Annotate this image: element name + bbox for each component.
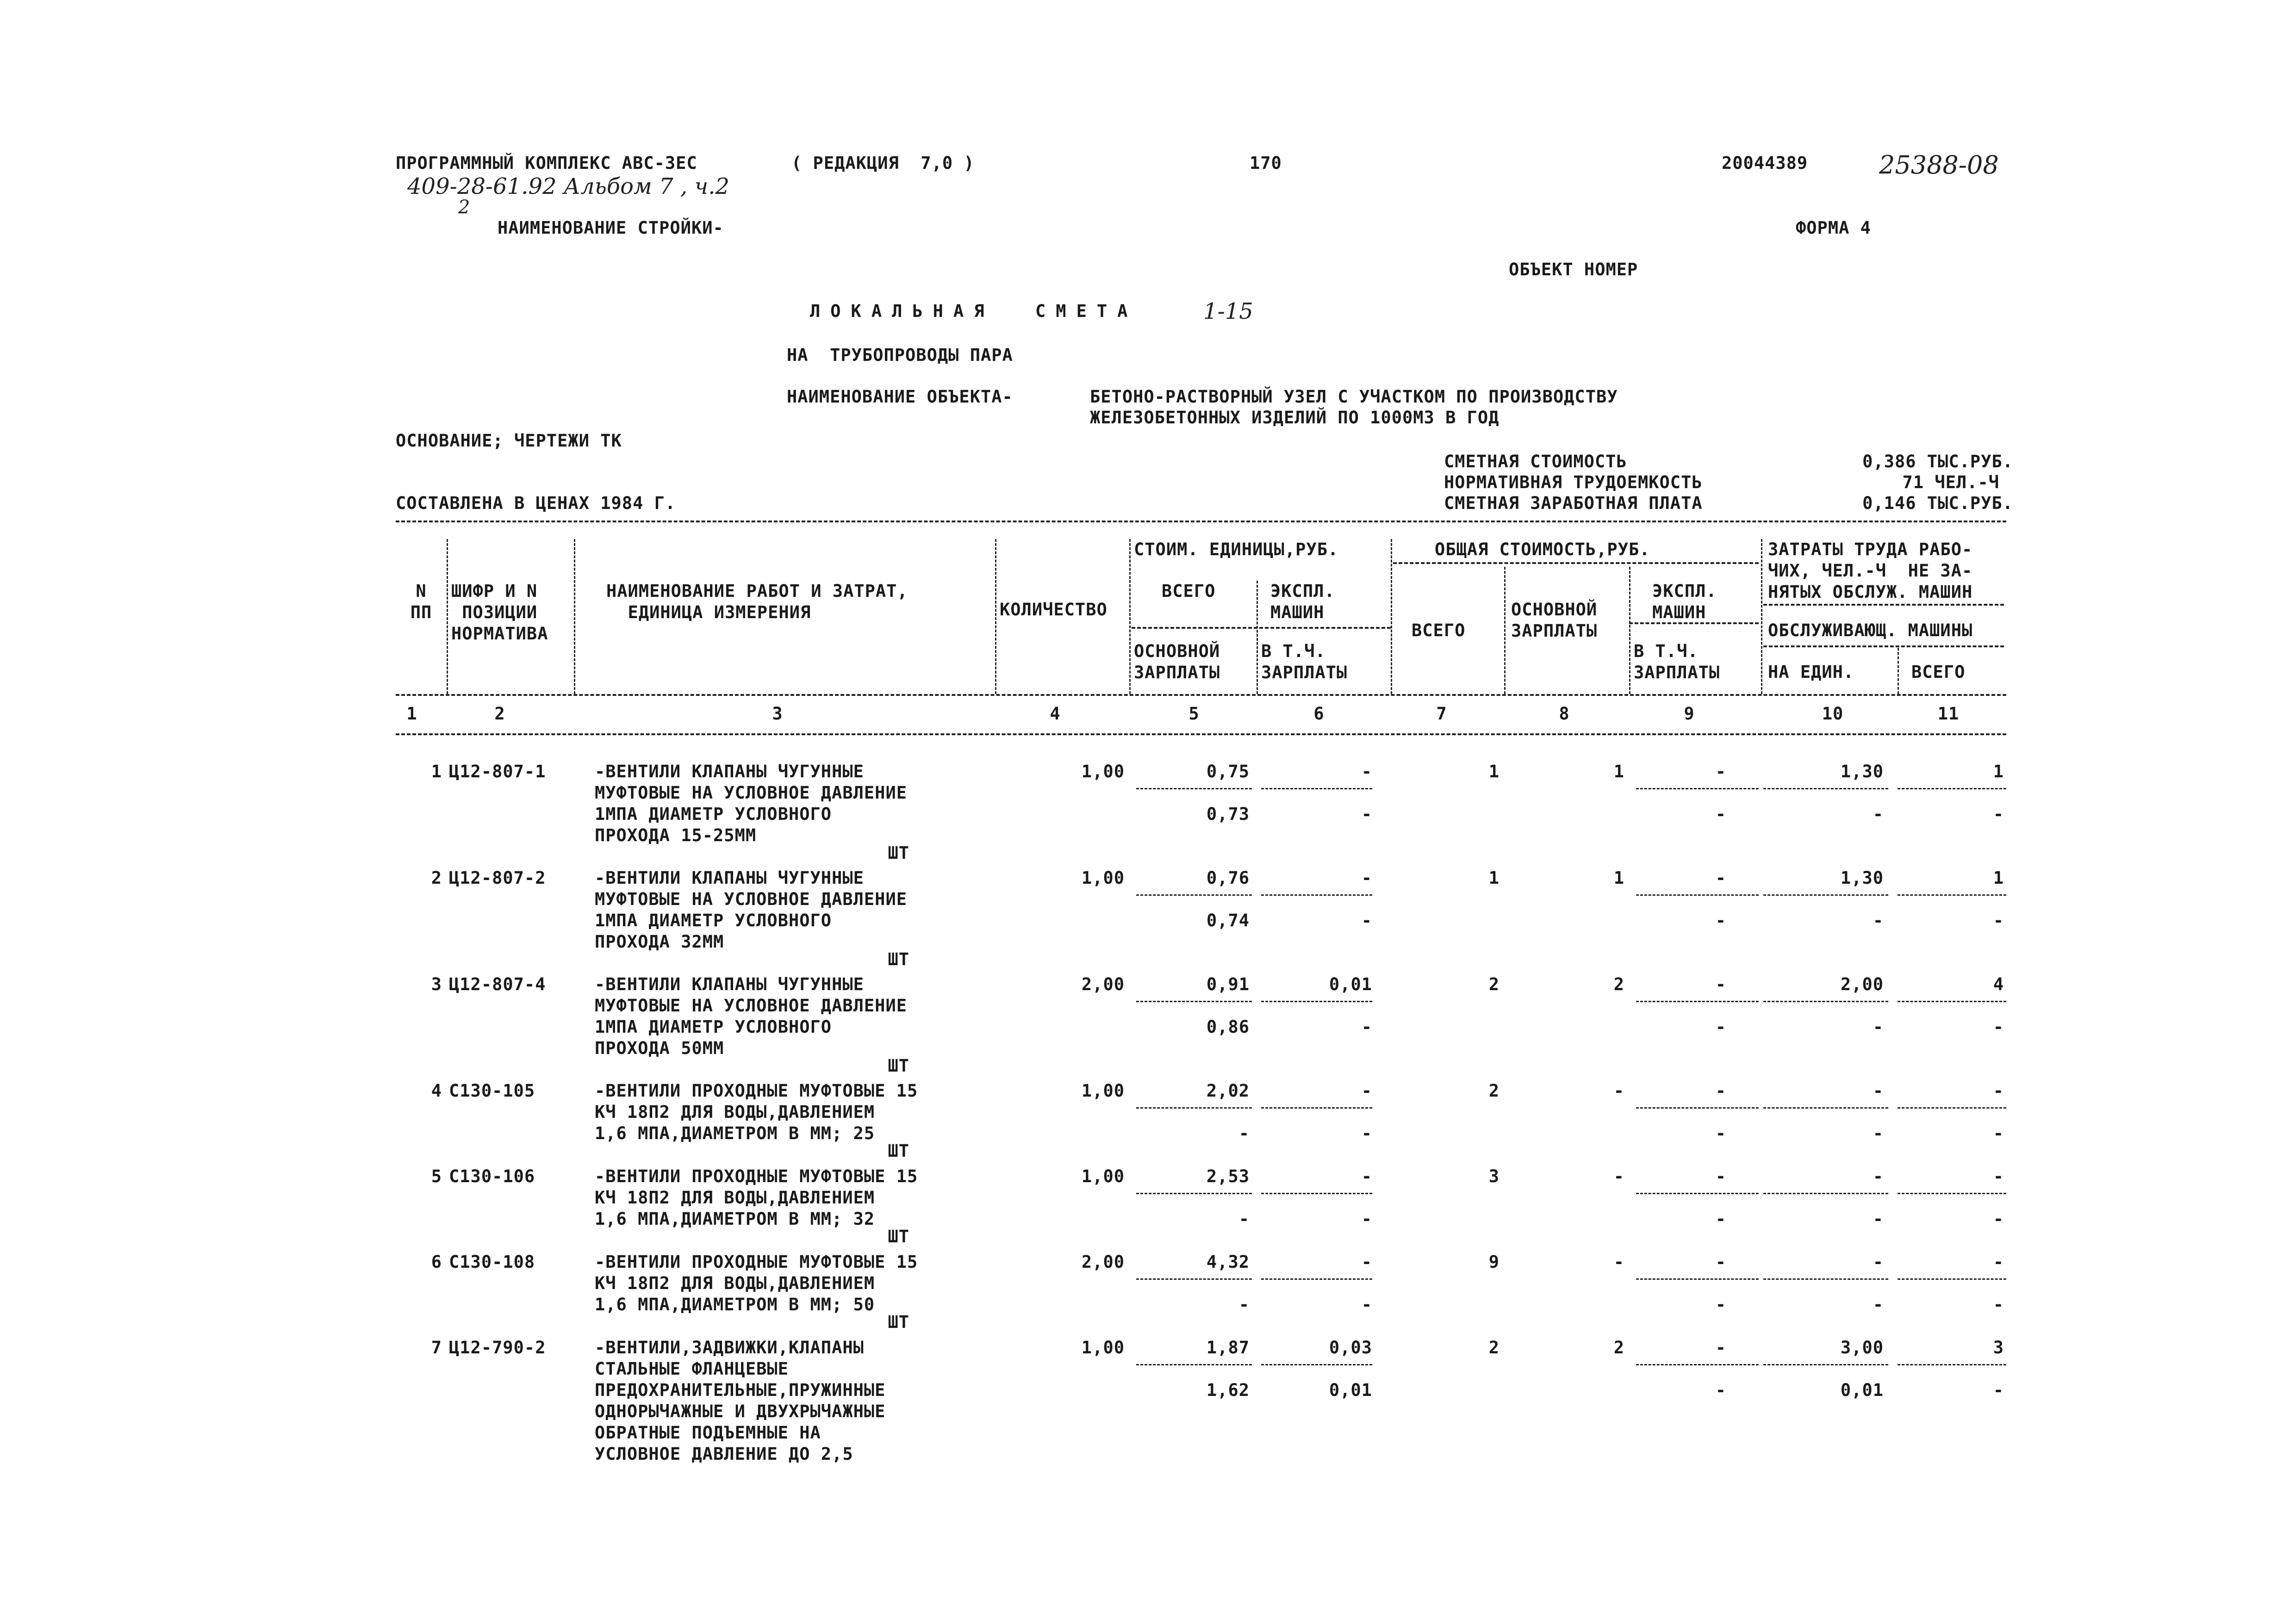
- row-labor-per-unit: 1,30: [1840, 762, 1884, 781]
- row-unit: ШТ: [888, 1312, 909, 1332]
- col-number: 1: [406, 704, 417, 724]
- page-number: 170: [1250, 153, 1282, 173]
- row-unit-base-wage: -: [1238, 1209, 1250, 1229]
- row-code: С130-105: [449, 1081, 535, 1101]
- row-name-line: ПРОХОДА 32ММ: [595, 932, 724, 952]
- col-header-unit-cost: СТОИМ. ЕДИНИЦЫ,РУБ.: [1134, 539, 1339, 559]
- cell-separator-rule: [1136, 788, 1252, 789]
- row-total: 1: [1488, 762, 1500, 781]
- row-name-line: МУФТОВЫЕ НА УСЛОВНОЕ ДАВЛЕНИЕ: [595, 996, 908, 1016]
- summary-label-wage: СМЕТНАЯ ЗАРАБОТНАЯ ПЛАТА: [1444, 493, 1703, 513]
- row-total-base-wage: 1: [1613, 762, 1624, 781]
- row-name-line: -ВЕНТИЛИ ПРОХОДНЫЕ МУФТОВЫЕ 15: [595, 1166, 918, 1186]
- row-unit-cost: 2,02: [1206, 1081, 1250, 1101]
- row-code: Ц12-807-2: [449, 868, 546, 888]
- row-labor-per-unit-service: -: [1873, 1017, 1884, 1037]
- vsep: [1129, 539, 1131, 694]
- row-name-line: ПРОХОДА 15-25ММ: [595, 825, 757, 845]
- col-number: 8: [1559, 704, 1570, 724]
- row-total-incl-wage: -: [1715, 804, 1726, 824]
- vsep: [1761, 539, 1762, 694]
- row-labor-per-unit-service: -: [1873, 1209, 1884, 1229]
- row-labor-total-service: -: [1993, 1017, 2004, 1037]
- row-unit-incl-wage: -: [1361, 1209, 1372, 1229]
- row-labor-per-unit: -: [1873, 1081, 1884, 1101]
- row-unit-machines: 0,03: [1329, 1338, 1372, 1358]
- row-number: 3: [431, 974, 442, 994]
- row-labor-total: -: [1993, 1081, 2004, 1101]
- cell-separator-rule: [1261, 1001, 1372, 1002]
- col-header-labor-per-unit: НА ЕДИН.: [1768, 662, 1854, 682]
- handwritten-number: 25388-08: [1879, 150, 1999, 180]
- col-header-name: НАИМЕНОВАНИЕ РАБОТ И ЗАТРАТ, ЕДИНИЦА ИЗМЕРЕНИЯ: [606, 581, 908, 622]
- row-total-machines: -: [1715, 974, 1726, 994]
- cell-separator-rule: [1136, 1001, 1252, 1002]
- row-unit-machines: -: [1361, 1166, 1372, 1186]
- cell-separator-rule: [1136, 1364, 1252, 1365]
- labor-sub-rule: [1763, 604, 2004, 606]
- vsep: [1504, 567, 1506, 694]
- row-name-line: ПРЕДОХРАНИТЕЛЬНЫЕ,ПРУЖИННЫЕ: [595, 1380, 886, 1400]
- row-total-machines: -: [1715, 762, 1726, 781]
- row-name-line: -ВЕНТИЛИ,ЗАДВИЖКИ,КЛАПАНЫ: [595, 1338, 864, 1358]
- row-unit-cost: 1,87: [1206, 1338, 1250, 1358]
- row-unit-base-wage: -: [1238, 1295, 1250, 1314]
- row-code: Ц12-807-1: [449, 762, 546, 781]
- row-labor-per-unit-service: -: [1873, 1123, 1884, 1143]
- row-total: 2: [1488, 974, 1500, 994]
- cell-separator-rule: [1898, 894, 2006, 896]
- row-quantity: 2,00: [1081, 974, 1125, 994]
- summary-label-cost: СМЕТНАЯ СТОИМОСТЬ: [1444, 452, 1627, 471]
- vsep: [1391, 539, 1392, 694]
- cell-separator-rule: [1763, 1278, 1888, 1280]
- cell-separator-rule: [1636, 1001, 1759, 1002]
- col-header-n: N ПП: [410, 581, 432, 622]
- cell-separator-rule: [1763, 1364, 1888, 1365]
- cell-separator-rule: [1261, 1364, 1372, 1365]
- cell-separator-rule: [1763, 1193, 1888, 1194]
- col-header-total-machines: ЭКСПЛ. МАШИН: [1652, 581, 1717, 622]
- row-quantity: 1,00: [1081, 1081, 1125, 1101]
- basis: ОСНОВАНИЕ; ЧЕРТЕЖИ ТК: [396, 431, 622, 451]
- cell-separator-rule: [1636, 1193, 1759, 1194]
- row-unit: ШТ: [888, 949, 909, 969]
- row-name-line: КЧ 18П2 ДЛЯ ВОДЫ,ДАВЛЕНИЕМ: [595, 1102, 875, 1122]
- vsep: [1257, 581, 1258, 694]
- row-labor-per-unit-service: 0,01: [1840, 1380, 1884, 1400]
- row-total-incl-wage: -: [1715, 1380, 1726, 1400]
- row-unit: ШТ: [888, 1141, 909, 1161]
- row-labor-total-service: -: [1993, 1295, 2004, 1314]
- row-total: 2: [1488, 1338, 1500, 1358]
- row-labor-per-unit: 1,30: [1840, 868, 1884, 888]
- cell-separator-rule: [1898, 788, 2006, 789]
- row-total-base-wage: -: [1613, 1166, 1624, 1186]
- row-labor-per-unit-service: -: [1873, 911, 1884, 930]
- row-number: 6: [431, 1252, 442, 1272]
- row-name-line: СТАЛЬНЫЕ ФЛАНЦЕВЫЕ: [595, 1359, 789, 1379]
- cell-separator-rule: [1261, 894, 1372, 896]
- cell-separator-rule: [1898, 1278, 2006, 1280]
- cell-separator-rule: [1636, 1364, 1759, 1365]
- row-unit-base-wage: 1,62: [1206, 1380, 1250, 1400]
- row-labor-per-unit: -: [1873, 1166, 1884, 1186]
- vsep: [1629, 567, 1630, 694]
- row-unit-cost: 0,76: [1206, 868, 1250, 888]
- row-total-machines: -: [1715, 1338, 1726, 1358]
- row-total-machines: -: [1715, 868, 1726, 888]
- cell-separator-rule: [1636, 894, 1759, 896]
- header-top-rule: [396, 521, 2006, 522]
- row-total-incl-wage: -: [1715, 1295, 1726, 1314]
- summary-value-wage: 0,146 ТЫС.РУБ.: [1862, 493, 2013, 513]
- row-name-line: ПРОХОДА 50ММ: [595, 1038, 724, 1058]
- row-unit-base-wage: 0,73: [1206, 804, 1250, 824]
- row-labor-per-unit: 3,00: [1840, 1338, 1884, 1358]
- col-header-labor-service: ОБСЛУЖИВАЮЩ. МАШИНЫ: [1768, 620, 1973, 640]
- row-total: 3: [1488, 1166, 1500, 1186]
- vsep: [574, 539, 575, 694]
- row-name-line: -ВЕНТИЛИ ПРОХОДНЫЕ МУФТОВЫЕ 15: [595, 1081, 918, 1101]
- row-labor-total: -: [1993, 1252, 2004, 1272]
- row-unit-base-wage: 0,86: [1206, 1017, 1250, 1037]
- row-name-line: 1МПА ДИАМЕТР УСЛОВНОГО: [595, 1017, 832, 1037]
- vsep: [995, 539, 996, 694]
- row-unit-incl-wage: 0,01: [1329, 1380, 1372, 1400]
- row-labor-per-unit: -: [1873, 1252, 1884, 1272]
- col-number: 6: [1313, 704, 1325, 724]
- col-number: 11: [1937, 704, 1960, 724]
- prices-basis: СОСТАВЛЕНА В ЦЕНАХ 1984 Г.: [396, 493, 676, 513]
- row-total-machines: -: [1715, 1252, 1726, 1272]
- row-unit: ШТ: [888, 1056, 909, 1076]
- row-code: С130-106: [449, 1166, 535, 1186]
- edition: ( РЕДАКЦИЯ 7,0 ): [791, 153, 975, 173]
- row-name-line: УСЛОВНОЕ ДАВЛЕНИЕ ДО 2,5: [595, 1444, 853, 1464]
- row-labor-total: -: [1993, 1166, 2004, 1186]
- row-total: 1: [1488, 868, 1500, 888]
- row-unit-machines: -: [1361, 868, 1372, 888]
- col-number: 9: [1684, 704, 1695, 724]
- cell-separator-rule: [1636, 788, 1759, 789]
- cell-separator-rule: [1898, 1001, 2006, 1002]
- row-unit-incl-wage: -: [1361, 911, 1372, 930]
- col-header-total-base-wage: ОСНОВНОЙ ЗАРПЛАТЫ: [1511, 600, 1598, 641]
- handwritten-small: 2: [458, 197, 470, 218]
- row-labor-total-service: -: [1993, 911, 2004, 930]
- cell-separator-rule: [1136, 894, 1252, 896]
- summary-value-labor: 71 ЧЕЛ.-Ч: [1902, 472, 1999, 492]
- row-quantity: 2,00: [1081, 1252, 1125, 1272]
- row-unit-base-wage: -: [1238, 1123, 1250, 1143]
- row-number: 5: [431, 1166, 442, 1186]
- vsep: [1898, 648, 1899, 694]
- cell-separator-rule: [1763, 788, 1888, 789]
- row-code: С130-108: [449, 1252, 535, 1272]
- cell-separator-rule: [1636, 1278, 1759, 1280]
- row-code: Ц12-790-2: [449, 1338, 546, 1358]
- row-labor-total: 1: [1993, 868, 2004, 888]
- row-unit-cost: 2,53: [1206, 1166, 1250, 1186]
- row-name-line: 1,6 МПА,ДИАМЕТРОМ В ММ; 32: [595, 1209, 875, 1229]
- row-labor-total: 3: [1993, 1338, 2004, 1358]
- row-name-line: -ВЕНТИЛИ КЛАПАНЫ ЧУГУННЫЕ: [595, 762, 864, 781]
- cell-separator-rule: [1136, 1278, 1252, 1280]
- col-header-total-incl-wage: В Т.Ч. ЗАРПЛАТЫ: [1634, 641, 1720, 682]
- row-labor-total-service: -: [1993, 804, 2004, 824]
- row-total-base-wage: 2: [1613, 974, 1624, 994]
- vsep: [447, 539, 448, 694]
- summary-value-cost: 0,386 ТЫС.РУБ.: [1862, 452, 2013, 471]
- object-name-label: НАИМЕНОВАНИЕ ОБЪЕКТА-: [787, 387, 1013, 407]
- col-number: 2: [494, 704, 505, 724]
- row-unit-machines: -: [1361, 762, 1372, 781]
- row-unit-incl-wage: -: [1361, 1017, 1372, 1037]
- cell-separator-rule: [1898, 1193, 2006, 1194]
- col-header-code: ШИФР И N ПОЗИЦИИ НОРМАТИВА: [451, 581, 548, 644]
- row-quantity: 1,00: [1081, 1166, 1125, 1186]
- col-header-labor-total: ВСЕГО: [1911, 662, 1966, 682]
- row-number: 2: [431, 868, 442, 888]
- row-name-line: ОДНОРЫЧАЖНЫЕ И ДВУХРЫЧАЖНЫЕ: [595, 1401, 886, 1421]
- cell-separator-rule: [1763, 1107, 1888, 1109]
- col-number: 7: [1436, 704, 1447, 724]
- col-header-unit-base-wage: ОСНОВНОЙ ЗАРПЛАТЫ: [1134, 641, 1220, 682]
- row-quantity: 1,00: [1081, 868, 1125, 888]
- row-number: 4: [431, 1081, 442, 1101]
- cell-separator-rule: [1261, 1107, 1372, 1109]
- cell-separator-rule: [1261, 1278, 1372, 1280]
- row-labor-per-unit-service: -: [1873, 804, 1884, 824]
- cell-separator-rule: [1763, 894, 1888, 896]
- row-total-incl-wage: -: [1715, 1209, 1726, 1229]
- cell-separator-rule: [1898, 1107, 2006, 1109]
- row-total-base-wage: -: [1613, 1081, 1624, 1101]
- object-name-line1: БЕТОНО-РАСТВОРНЫЙ УЗЕЛ С УЧАСТКОМ ПО ПРОИЗВОДСТВУ: [1090, 387, 1618, 407]
- cell-separator-rule: [1136, 1193, 1252, 1194]
- total-group-rule: [1393, 562, 1759, 564]
- row-name-line: ОБРАТНЫЕ ПОДЪЕМНЫЕ НА: [595, 1423, 821, 1443]
- row-name-line: 1,6 МПА,ДИАМЕТРОМ В ММ; 25: [595, 1123, 875, 1143]
- handwritten-album: 409-28-61.92 Альбом 7 , ч.2: [407, 174, 730, 199]
- form-label: ФОРМА 4: [1796, 218, 1871, 238]
- col-header-qty: КОЛИЧЕСТВО: [1000, 600, 1108, 620]
- row-name-line: 1МПА ДИАМЕТР УСЛОВНОГО: [595, 804, 832, 824]
- row-total-machines: -: [1715, 1081, 1726, 1101]
- row-name-line: МУФТОВЫЕ НА УСЛОВНОЕ ДАВЛЕНИЕ: [595, 783, 908, 803]
- program-name: ПРОГРАММНЫЙ КОМПЛЕКС АВС-3ЕС: [396, 153, 697, 173]
- col-number: 4: [1050, 704, 1061, 724]
- row-name-line: -ВЕНТИЛИ ПРОХОДНЫЕ МУФТОВЫЕ 15: [595, 1252, 918, 1272]
- col-header-unit-machines: ЭКСПЛ. МАШИН: [1270, 581, 1335, 622]
- row-total-machines: -: [1715, 1166, 1726, 1186]
- row-name-line: 1,6 МПА,ДИАМЕТРОМ В ММ; 50: [595, 1295, 875, 1314]
- row-total-incl-wage: -: [1715, 1123, 1726, 1143]
- row-total-base-wage: 1: [1613, 868, 1624, 888]
- cell-separator-rule: [1636, 1107, 1759, 1109]
- col-number: 3: [772, 704, 783, 724]
- cell-separator-rule: [1261, 788, 1372, 789]
- row-name-line: КЧ 18П2 ДЛЯ ВОДЫ,ДАВЛЕНИЕМ: [595, 1273, 875, 1293]
- row-labor-per-unit: 2,00: [1840, 974, 1884, 994]
- row-labor-total: 1: [1993, 762, 2004, 781]
- cell-separator-rule: [1136, 1107, 1252, 1109]
- col-header-total: ОБЩАЯ СТОИМОСТЬ,РУБ.: [1435, 539, 1650, 559]
- row-labor-total-service: -: [1993, 1209, 2004, 1229]
- row-number: 7: [431, 1338, 442, 1358]
- row-quantity: 1,00: [1081, 762, 1125, 781]
- row-labor-total-service: -: [1993, 1380, 2004, 1400]
- row-unit: ШТ: [888, 843, 909, 863]
- estimate-subject: НА ТРУБОПРОВОДЫ ПАРА: [787, 345, 1013, 365]
- row-unit-base-wage: 0,74: [1206, 911, 1250, 930]
- row-unit: ШТ: [888, 1227, 909, 1246]
- row-unit-cost: 4,32: [1206, 1252, 1250, 1272]
- col-number: 5: [1188, 704, 1200, 724]
- row-unit-cost: 0,91: [1206, 974, 1250, 994]
- row-name-line: КЧ 18П2 ДЛЯ ВОДЫ,ДАВЛЕНИЕМ: [595, 1188, 875, 1208]
- col-header-unit-total: ВСЕГО: [1162, 581, 1216, 601]
- row-unit-incl-wage: -: [1361, 1295, 1372, 1314]
- row-total-base-wage: 2: [1613, 1338, 1624, 1358]
- row-unit-machines: 0,01: [1329, 974, 1372, 994]
- document-code: 20044389: [1722, 153, 1808, 173]
- col-header-unit-incl-wage: В Т.Ч. ЗАРПЛАТЫ: [1261, 641, 1348, 682]
- col-header-total-all: ВСЕГО: [1412, 620, 1466, 640]
- row-labor-total: 4: [1993, 974, 2004, 994]
- labor-sub-rule2: [1763, 645, 2004, 647]
- row-total: 9: [1488, 1252, 1500, 1272]
- row-total-incl-wage: -: [1715, 1017, 1726, 1037]
- row-labor-per-unit-service: -: [1873, 1295, 1884, 1314]
- summary-label-labor: НОРМАТИВНАЯ ТРУДОЕМКОСТЬ: [1444, 472, 1703, 492]
- row-total-incl-wage: -: [1715, 911, 1726, 930]
- row-name-line: 1МПА ДИАМЕТР УСЛОВНОГО: [595, 911, 832, 930]
- row-name-line: -ВЕНТИЛИ КЛАПАНЫ ЧУГУННЫЕ: [595, 868, 864, 888]
- row-unit-machines: -: [1361, 1252, 1372, 1272]
- row-quantity: 1,00: [1081, 1338, 1125, 1358]
- col-number: 10: [1822, 704, 1844, 724]
- row-total: 2: [1488, 1081, 1500, 1101]
- col-header-labor: ЗАТРАТЫ ТРУДА РАБО- ЧИХ, ЧЕЛ.-Ч НЕ ЗА- НЯТЫХ ОБСЛУЖ. МАШИН: [1768, 539, 1973, 602]
- cell-separator-rule: [1261, 1193, 1372, 1194]
- estimate-number: 1-15: [1203, 298, 1253, 324]
- construction-name-label: НАИМЕНОВАНИЕ СТРОЙКИ-: [498, 218, 724, 238]
- row-number: 1: [431, 762, 442, 781]
- row-unit-incl-wage: -: [1361, 804, 1372, 824]
- object-number-label: ОБЪЕКТ НОМЕР: [1509, 260, 1638, 279]
- estimate-title: ЛОКАЛЬНАЯ СМЕТА: [810, 301, 1138, 321]
- cell-separator-rule: [1763, 1001, 1888, 1002]
- column-numbers-rule: [396, 733, 2006, 735]
- row-unit-machines: -: [1361, 1081, 1372, 1101]
- row-labor-total-service: -: [1993, 1123, 2004, 1143]
- row-code: Ц12-807-4: [449, 974, 546, 994]
- header-bottom-rule: [396, 694, 2006, 696]
- row-total-base-wage: -: [1613, 1252, 1624, 1272]
- row-name-line: -ВЕНТИЛИ КЛАПАНЫ ЧУГУННЫЕ: [595, 974, 864, 994]
- row-unit-incl-wage: -: [1361, 1123, 1372, 1143]
- row-unit-cost: 0,75: [1206, 762, 1250, 781]
- unit-cost-sub-rule: [1132, 627, 1391, 629]
- object-name-line2: ЖЕЛЕЗОБЕТОННЫХ ИЗДЕЛИЙ ПО 1000М3 В ГОД: [1090, 408, 1500, 428]
- cell-separator-rule: [1898, 1364, 2006, 1365]
- row-name-line: МУФТОВЫЕ НА УСЛОВНОЕ ДАВЛЕНИЕ: [595, 889, 908, 909]
